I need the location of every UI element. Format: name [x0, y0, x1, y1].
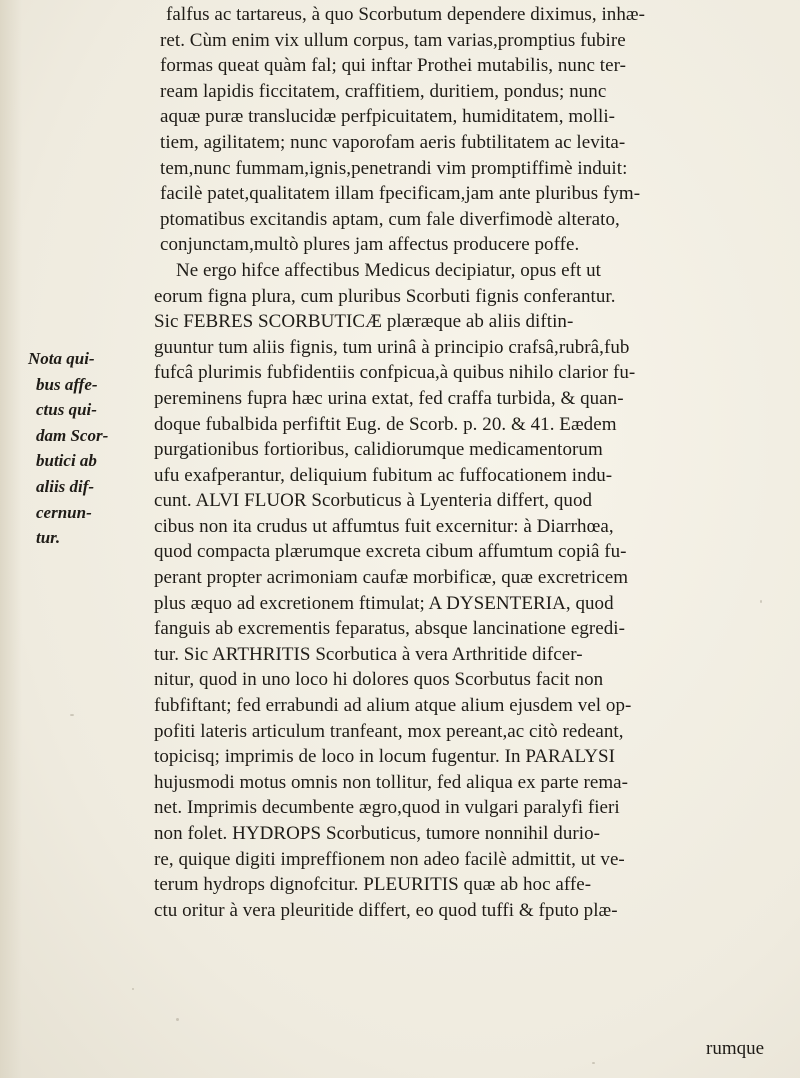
text-line: fanguis ab excrementis feparatus, absque lancinatione egredi-: [154, 618, 625, 640]
text-line: cunt. ALVI FLUOR Scorbuticus à Lyenteria differt, quod: [154, 490, 593, 512]
text-line: conjunctam,multò plures jam affectus producere poffe.: [160, 234, 580, 256]
text-line: non folet. HYDROPS Scorbuticus, tumore nonnihil durio-: [154, 823, 601, 844]
margin-note-line: Nota qui-: [28, 349, 95, 368]
text-line: purgationibus fortioribus, calidiorumque medicamentorum: [154, 439, 603, 461]
ink-speck: [176, 1018, 179, 1021]
facing-page-edge: [0, 0, 22, 1078]
text-line: plus æquo ad excretionem ftimulat; A DYSENTERIA, quod: [154, 592, 614, 614]
text-line: tur. Sic ARTHRITIS Scorbutica à vera Arthritide difcer-: [154, 643, 583, 665]
text-line: nitur, quod in uno loco hi dolores quos Scorbutus facit non: [154, 669, 604, 691]
text-line: tem,nunc fummam,ignis,penetrandi vim promptiffimè induit:: [160, 157, 628, 179]
ink-speck: [70, 714, 74, 716]
ink-speck: [760, 600, 762, 603]
text-line: doque fubalbida perfiftit Eug. de Scorb. p. 20. & 41. Eædem: [154, 413, 617, 435]
ink-speck: [592, 1062, 595, 1064]
text-line: hujusmodi motus omnis non tollitur, fed aliqua ex parte rema-: [154, 771, 629, 793]
text-line: tiem, agilitatem; nunc vaporofam aeris fubtilitatem ac levita-: [160, 131, 626, 153]
margin-note-line: bus affe-: [36, 374, 98, 394]
text-line: falfus ac tartareus, à quo Scorbutum dependere diximus, inhæ-: [166, 4, 645, 25]
text-line: fubfiftant; fed errabundi ad alium atque alium ejusdem vel op-: [154, 695, 632, 717]
body-text: [154, 2, 794, 923]
text-line: ret. Cùm enim vix ullum corpus, tam varias,promptius fubire: [160, 29, 626, 51]
margin-note-line: tur.: [36, 528, 61, 548]
marginal-note: [28, 346, 148, 551]
text-line: eorum figna plura, cum pluribus Scorbuti fignis conferantur.: [154, 285, 616, 307]
text-line: perant propter acrimoniam caufæ morbificæ, quæ excretricem: [154, 567, 629, 589]
text-line: aquæ puræ translucidæ perfpicuitatem, humiditatem, molli-: [160, 106, 616, 128]
text-line: facilè patet,qualitatem illam fpecificam,jam ante pluribus fym-: [160, 183, 641, 205]
text-line: pofiti lateris articulum tranfeant, mox pereant,ac citò redeant,: [154, 720, 624, 742]
margin-note-line: dam Scor-: [36, 425, 109, 445]
text-line: ptomatibus excitandis aptam, cum fale diverfimodè alterato,: [160, 208, 620, 230]
text-line: quod compacta plærumque excreta cibum affumtum copiâ fu-: [154, 541, 627, 563]
text-line: ream lapidis ficcitatem, craffitiem, duritiem, pondus; nunc: [160, 80, 607, 102]
ink-speck: [132, 988, 134, 990]
text-line: formas queat quàm fal; qui inftar Prothei mutabilis, nunc ter-: [160, 55, 626, 77]
text-line: Ne ergo hifce affectibus Medicus decipiatur, opus eft ut: [176, 259, 602, 281]
text-line: ufu exafperantur, deliquium fubitum ac fuffocationem indu-: [154, 464, 613, 486]
margin-note-line: aliis dif-: [36, 476, 95, 496]
text-line: pereminens fupra hæc urina extat, fed craffa turbida, & quan-: [154, 387, 624, 409]
margin-note-line: cernun-: [36, 502, 92, 522]
margin-note-line: ctus qui-: [36, 400, 97, 420]
text-line: topicisq; imprimis de loco in locum fugentur. In PARALYSI: [154, 746, 615, 768]
text-line: net. Imprimis decumbente ægro,quod in vulgari paralyfi fieri: [154, 797, 620, 819]
catchword: rumque: [706, 1038, 765, 1059]
text-line: cibus non ita crudus ut affumtus fuit excernitur: à Diarrhœa,: [154, 515, 614, 537]
margin-note-line: butici ab: [36, 451, 97, 471]
text-line: ctu oritur à vera pleuritide differt, eo quod tuffi & fputo plæ-: [154, 899, 618, 921]
text-line: fufcâ plurimis fubfidentiis confpicua,à quibus nihilo clarior fu-: [154, 362, 636, 384]
text-line: re, quique digiti impreffionem non adeo facilè admittit, ut ve-: [154, 848, 625, 870]
text-line: terum hydrops dignofcitur. PLEURITIS quæ ab hoc affe-: [154, 874, 592, 896]
text-line: guuntur tum aliis fignis, tum urinâ à principio crafsâ,rubrâ,fub: [154, 336, 630, 358]
text-line: Sic FEBRES SCORBUTICÆ plæræque ab aliis diftin-: [154, 311, 574, 333]
